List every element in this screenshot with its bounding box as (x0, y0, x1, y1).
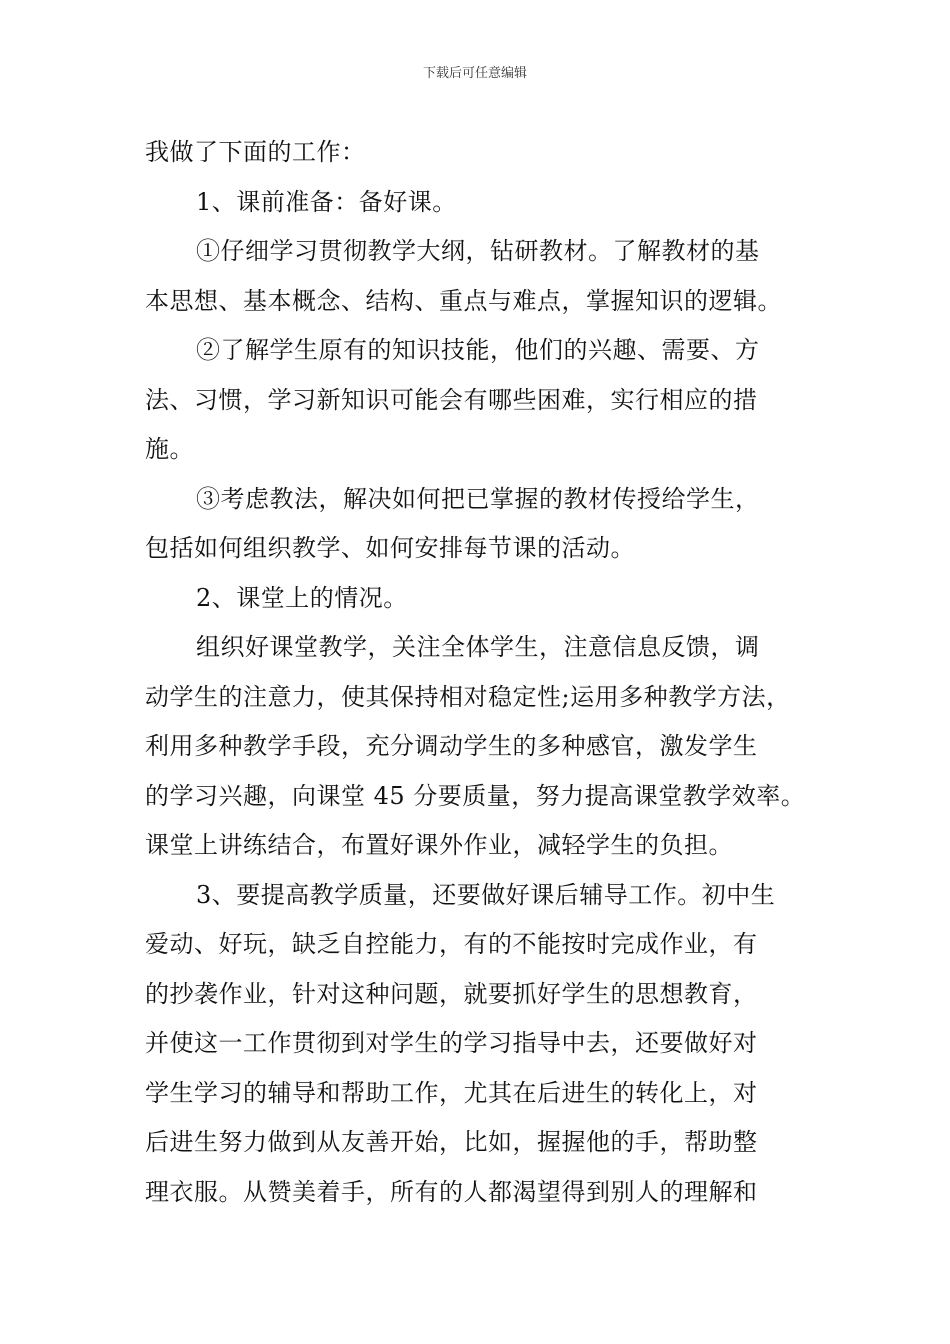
text-line: 我做了下面的工作： (145, 138, 366, 166)
document-body (145, 128, 815, 1217)
text-line: 课堂上讲练结合，布置好课外作业，减轻学生的负担。 (145, 831, 733, 859)
text-line: 的抄袭作业，针对这种问题，就要抓好学生的思想教育， (145, 979, 758, 1008)
text-line: 爱动、好玩，缺乏自控能力，有的不能按时完成作业，有 (145, 930, 758, 958)
text-line: 包括如何组织教学、如何安排每节课的活动。 (145, 534, 635, 562)
text-line: 后进生努力做到从友善开始，比如，握握他的手，帮助整 (145, 1128, 758, 1156)
text-line: 动学生的注意力，使其保持相对稳定性;运用多种教学方法， (145, 682, 791, 711)
text-line: 本思想、基本概念、结构、重点与难点，掌握知识的逻辑。 (145, 286, 782, 315)
text-line: 并使这一工作贯彻到对学生的学习指导中去，还要做好对 (145, 1029, 758, 1057)
text-line: 1、课前准备：备好课。 (196, 187, 457, 216)
text-line: 3、要提高教学质量，还要做好课后辅导工作。初中生 (196, 880, 776, 909)
text-line: ③考虑教法，解决如何把已掌握的教材传授给学生， (196, 484, 760, 513)
text-line: 2、课堂上的情况。 (196, 583, 408, 612)
text-line: ①仔细学习贯彻教学大纲，钻研教材。了解教材的基 (196, 237, 760, 265)
text-line: 学生学习的辅导和帮助工作，尤其在后进生的转化上，对 (145, 1078, 758, 1107)
page-header: 下载后可任意编辑 (422, 66, 527, 81)
text-line: 利用多种教学手段，充分调动学生的多种感官，激发学生 (145, 732, 758, 760)
text-line: 法、习惯，学习新知识可能会有哪些困难，实行相应的措 (145, 385, 758, 414)
text-line: 的学习兴趣，向课堂 45 分要质量，努力提高课堂教学效率。 (145, 781, 806, 810)
text-line: 理衣服。从赞美着手，所有的人都渴望得到别人的理解和 (145, 1177, 758, 1206)
text-line: ②了解学生原有的知识技能，他们的兴趣、需要、方 (196, 336, 760, 364)
text-line: 施。 (145, 435, 194, 463)
text-line: 组织好课堂教学，关注全体学生，注意信息反馈，调 (196, 633, 760, 661)
